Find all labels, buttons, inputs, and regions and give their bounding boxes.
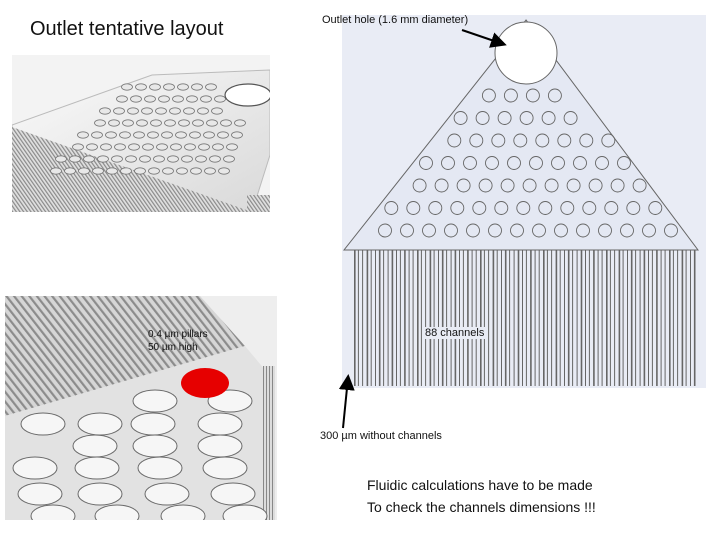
arrow-icon [343,378,348,428]
fluidic-note [367,474,596,518]
channels-label: 88 channels [425,327,485,339]
fluidic-note-line2: To check the channels dimensions !!! [367,499,596,515]
no-channels-label: 300 µm without channels [320,430,442,442]
pillars-label-line1: 0.4 µm pillars [148,329,208,340]
pillars-label-line2: 50 µm high [148,342,198,353]
arrow-icon [462,30,503,44]
slide-title: Outlet tentative layout [30,18,224,40]
outlet-hole-label: Outlet hole (1.6 mm diameter) [322,14,469,26]
fluidic-note-line1: Fluidic calculations have to be made [367,477,593,493]
